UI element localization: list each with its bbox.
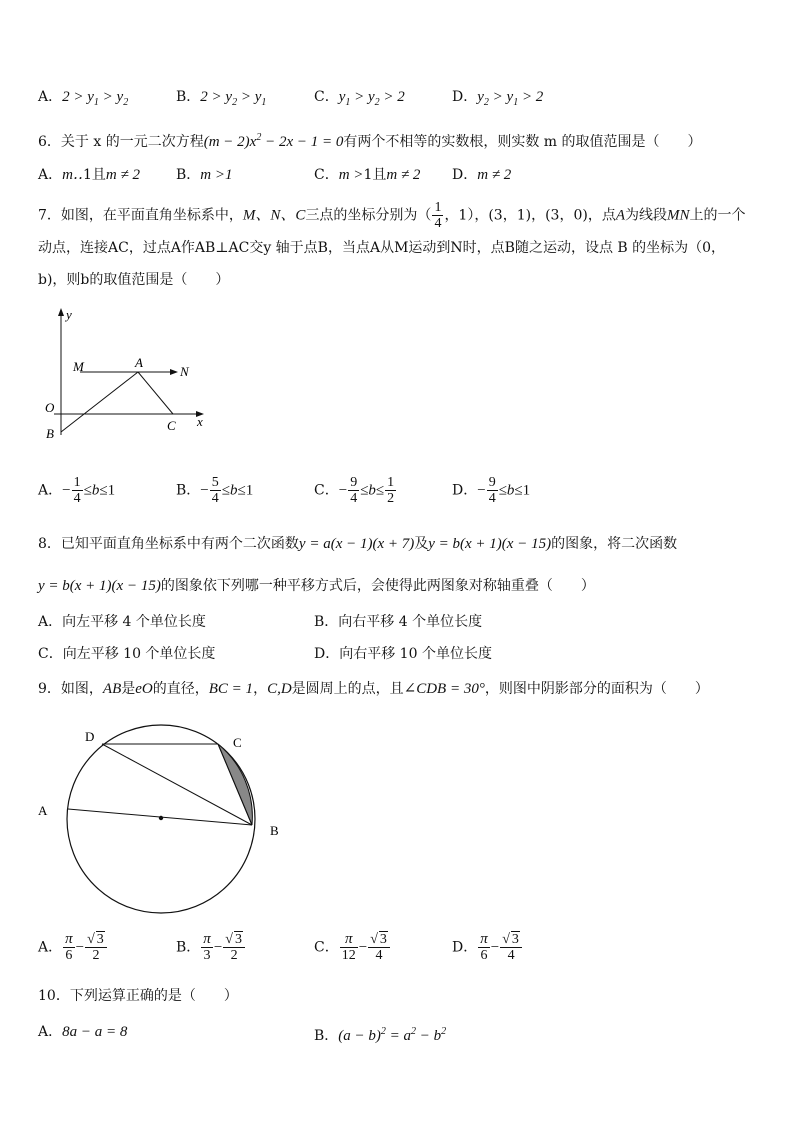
q8-stem-line2: y = b(x + 1)(x − 15)的图象依下列哪一种平移方式后，会使得此两图象对称轴重叠（ ） [38,578,595,594]
segment-ab [61,372,138,432]
label-b: B [270,823,279,838]
q7-option-c: C．− $\frac{9}{4}$ ≤b≤ $\frac{1}{2}$ [314,475,395,506]
label-n: N [180,364,189,379]
q9-circle-figure [30,722,290,932]
mn-arrow [170,369,178,375]
q6-stem: 6．关于 x 的一元二次方程$(m - 2)x^2 - 2x - 1 = 0$有两个不相等的实数根，则实数 m 的取值范围是（ ） [38,132,702,150]
q7-option-a: A．− $\frac{1}{4}$ ≤b≤1 [38,475,116,506]
label-y: y [66,307,72,322]
label-m: M [73,359,84,374]
q8-option-a: A．向左平移 4 个单位长度 [38,614,206,630]
q8-stem-line1: 8．已知平面直角坐标系中有两个二次函数y = a(x − 1)(x + 7)及y = b(x + 1)(x − 15)的图象，将二次函数 [38,536,678,552]
q8-option-b: B．向右平移 4 个单位长度 [314,614,483,630]
q8-option-d: D．向右平移 10 个单位长度 [314,646,492,662]
label-a: A [38,803,48,818]
q9-stem: 9．如图，AB是eO的直径，BC = 1，C,D是圆周上的点，且∠CDB = 30°，则图中阴影部分的面积为（ ） [38,681,709,697]
q7-stem-line3: b)，则b的取值范围是（ ） [38,272,230,288]
q5-option-a: A．$2 > y_1 > y_2$ [38,89,129,108]
segment-ac [138,372,173,414]
q10-option-b: B．$(a - b)^2 = a^2 - b^2$ [314,1026,447,1044]
q5-option-b: B．$2 > y_2 > y_1$ [176,89,267,108]
center-point [159,816,163,820]
q6-option-d: D．m ≠ 2 [452,167,512,183]
q9-option-c: C． $\frac{\pi}{12}$ − $\frac{√ 3}{4}$ [314,932,391,963]
label-x: x [197,414,203,429]
q7-stem-line1: 7．如图，在平面直角坐标系中，M、N、C三点的坐标分别为（ $\frac{1}{4}$ ，1），(3，1)，(3，0)，点A为线段MN上的一个 [38,200,746,231]
q5-option-c: C．$y_1 > y_2 > 2$ [314,89,405,108]
q7-fraction: $\frac{1}{4}$ [434,200,442,231]
label-c: C [167,418,176,433]
label-d: D [85,729,95,744]
q7-option-b: B．− $\frac{5}{4}$ ≤b≤1 [176,475,254,506]
y-axis-arrow [58,308,64,316]
label-b: B [46,426,54,440]
q10-stem: 10．下列运算正确的是（ ） [38,988,238,1004]
label-a: A [135,355,143,370]
q5-option-d: D．$y_2 > y_1 > 2$ [452,89,544,108]
q9-option-a: A． $\frac{\pi}{6}$ − $\frac{√ 3}{2}$ [38,932,108,963]
q6-option-b: B．m >1 [176,167,233,183]
q9-option-b: B． $\frac{\pi}{3}$ − $\frac{√ 3}{2}$ [176,932,246,963]
q10-option-a: A．8a − a = 8 [38,1024,128,1040]
q7-stem-line2: 动点，连接AC，过点A作AB⊥AC交y 轴于点B，当点A从M运动到N时，点B随之运动，设点 B 的坐标为（0， [38,240,726,256]
label-o: O [45,400,55,415]
q8-option-c: C．向左平移 10 个单位长度 [38,646,216,662]
q7-coordinate-figure [40,305,220,440]
q6-option-a: A．m‥1且m ≠ 2 [38,167,140,183]
label-c: C [233,735,242,750]
q7-option-d: D．− $\frac{9}{4}$ ≤b≤1 [452,475,531,506]
q9-option-d: D． $\frac{\pi}{6}$ − $\frac{√ 3}{4}$ [452,932,523,963]
q6-option-c: C．m >1且m ≠ 2 [314,167,421,183]
